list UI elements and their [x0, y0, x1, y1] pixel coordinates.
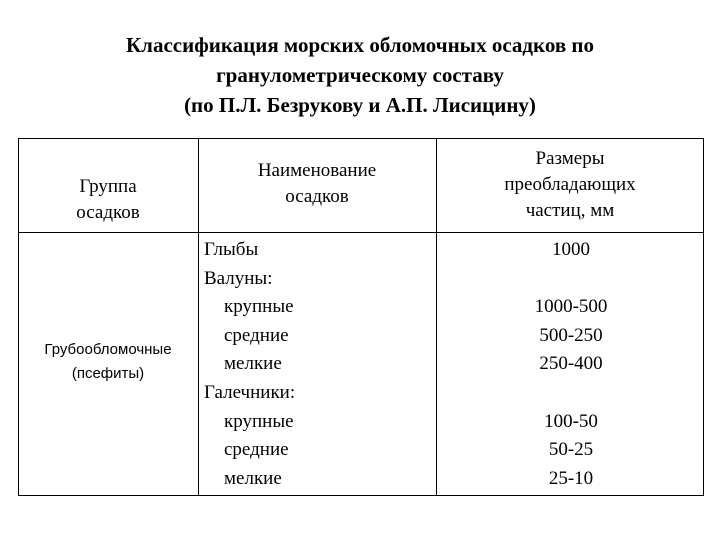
header-size-line: Размеры: [535, 148, 605, 169]
header-size-line: частиц, мм: [525, 200, 615, 221]
group-label-line: (псефиты): [71, 365, 145, 382]
size-cell: 250-400: [539, 353, 603, 375]
group-cell: [18, 338, 198, 386]
group-label-line: Грубообломочные: [44, 341, 172, 358]
size-cell: 500-250: [539, 324, 603, 346]
name-cell: средние: [224, 324, 289, 346]
name-cell: крупные: [224, 410, 294, 432]
header-group-line: осадков: [76, 202, 140, 223]
size-cell: 50-25: [548, 439, 594, 461]
table-bottom-border: [18, 495, 704, 496]
name-cell: Галечники:: [204, 381, 296, 403]
size-cell: 1000: [552, 239, 590, 260]
header-size-line: преобладающих: [504, 174, 636, 195]
table-top-border: [18, 138, 704, 139]
header-group-line: Группа: [79, 176, 137, 197]
title-line-2: гранулометрическому составу: [216, 63, 504, 87]
header-name: [198, 158, 436, 210]
name-cell: мелкие: [224, 467, 282, 489]
header-group: [18, 174, 198, 226]
size-cell: 25-10: [548, 467, 594, 489]
size-cell: [438, 265, 704, 294]
name-cell: средние: [224, 439, 289, 461]
name-cell: крупные: [224, 296, 294, 318]
name-cell: мелкие: [224, 353, 282, 375]
table-header-divider: [18, 232, 704, 233]
size-column: [438, 236, 704, 493]
size-cell: [438, 379, 704, 408]
page-title: [40, 30, 680, 120]
classification-table: [18, 138, 704, 496]
size-cell: 1000-500: [534, 296, 608, 318]
name-cell: Валуны:: [204, 267, 273, 289]
title-line-3: (по П.Л. Безрукову и А.П. Лисицину): [184, 93, 536, 117]
title-line-1: Классификация морских обломочных осадков по: [125, 33, 595, 57]
name-column: [204, 236, 434, 493]
size-cell: 100-50: [544, 410, 598, 432]
header-name-line: осадков: [285, 186, 349, 207]
header-size: [436, 146, 704, 224]
header-name-line: Наименование: [257, 160, 377, 181]
name-cell: Глыбы: [204, 239, 259, 260]
